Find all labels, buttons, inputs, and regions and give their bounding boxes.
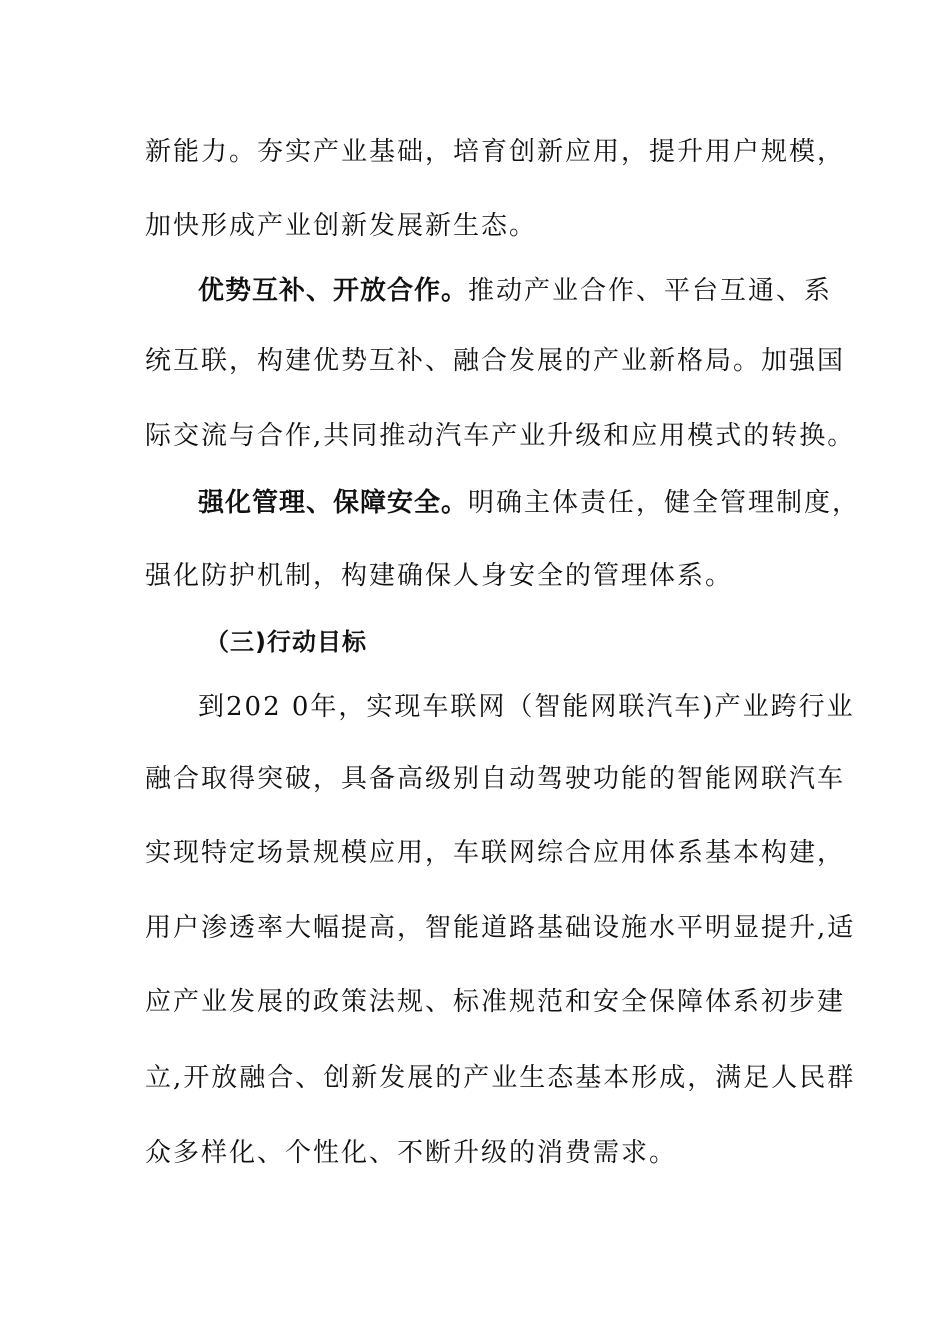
paragraph-line: 新能力。夯实产业基础，培育创新应用，提升用户规模， (145, 137, 846, 167)
paragraph-line: 强化防护机制，构建确保人身安全的管理体系。 (145, 561, 734, 591)
bold-lead-text: 强化管理、保障安全。 (198, 488, 469, 518)
bold-lead-text: 优势互补、开放合作。 (198, 276, 469, 306)
paragraph-line: 到202 0年，实现车联网（智能网联汽车)产业跨行业 (198, 692, 855, 722)
paragraph-line (198, 485, 861, 521)
paragraph-line: 用户渗透率大幅提高，智能道路基础设施水平明显提升,适 (145, 913, 856, 943)
paragraph-line: 加快形成产业创新发展新生态。 (145, 211, 538, 241)
paragraph-text: 明确主体责任，健全管理制度， (468, 488, 861, 518)
paragraph-line: 立,开放融合、创新发展的产业生态基本形成，满足人民群 (145, 1063, 856, 1093)
paragraph-line: 众多样化、个性化、不断升级的消费需求。 (145, 1138, 678, 1168)
paragraph-line: 实现特定场景规模应用，车联网综合应用体系基本构建， (145, 838, 846, 868)
section-heading: （三)行动目标 (205, 628, 367, 656)
paragraph-line: 际交流与合作,共同推动汽车产业升级和应用模式的转换。 (145, 421, 856, 451)
paragraph-text: 推动产业合作、平台互通、系 (468, 276, 833, 306)
paragraph-line (198, 273, 833, 309)
paragraph-line: 统互联，构建优势互补、融合发展的产业新格局。加强国 (145, 346, 846, 376)
paragraph-line: 应产业发展的政策法规、标准规范和安全保障体系初步建 (145, 987, 846, 1017)
paragraph-line: 融合取得突破，具备高级别自动驾驶功能的智能网联汽车 (145, 764, 846, 794)
